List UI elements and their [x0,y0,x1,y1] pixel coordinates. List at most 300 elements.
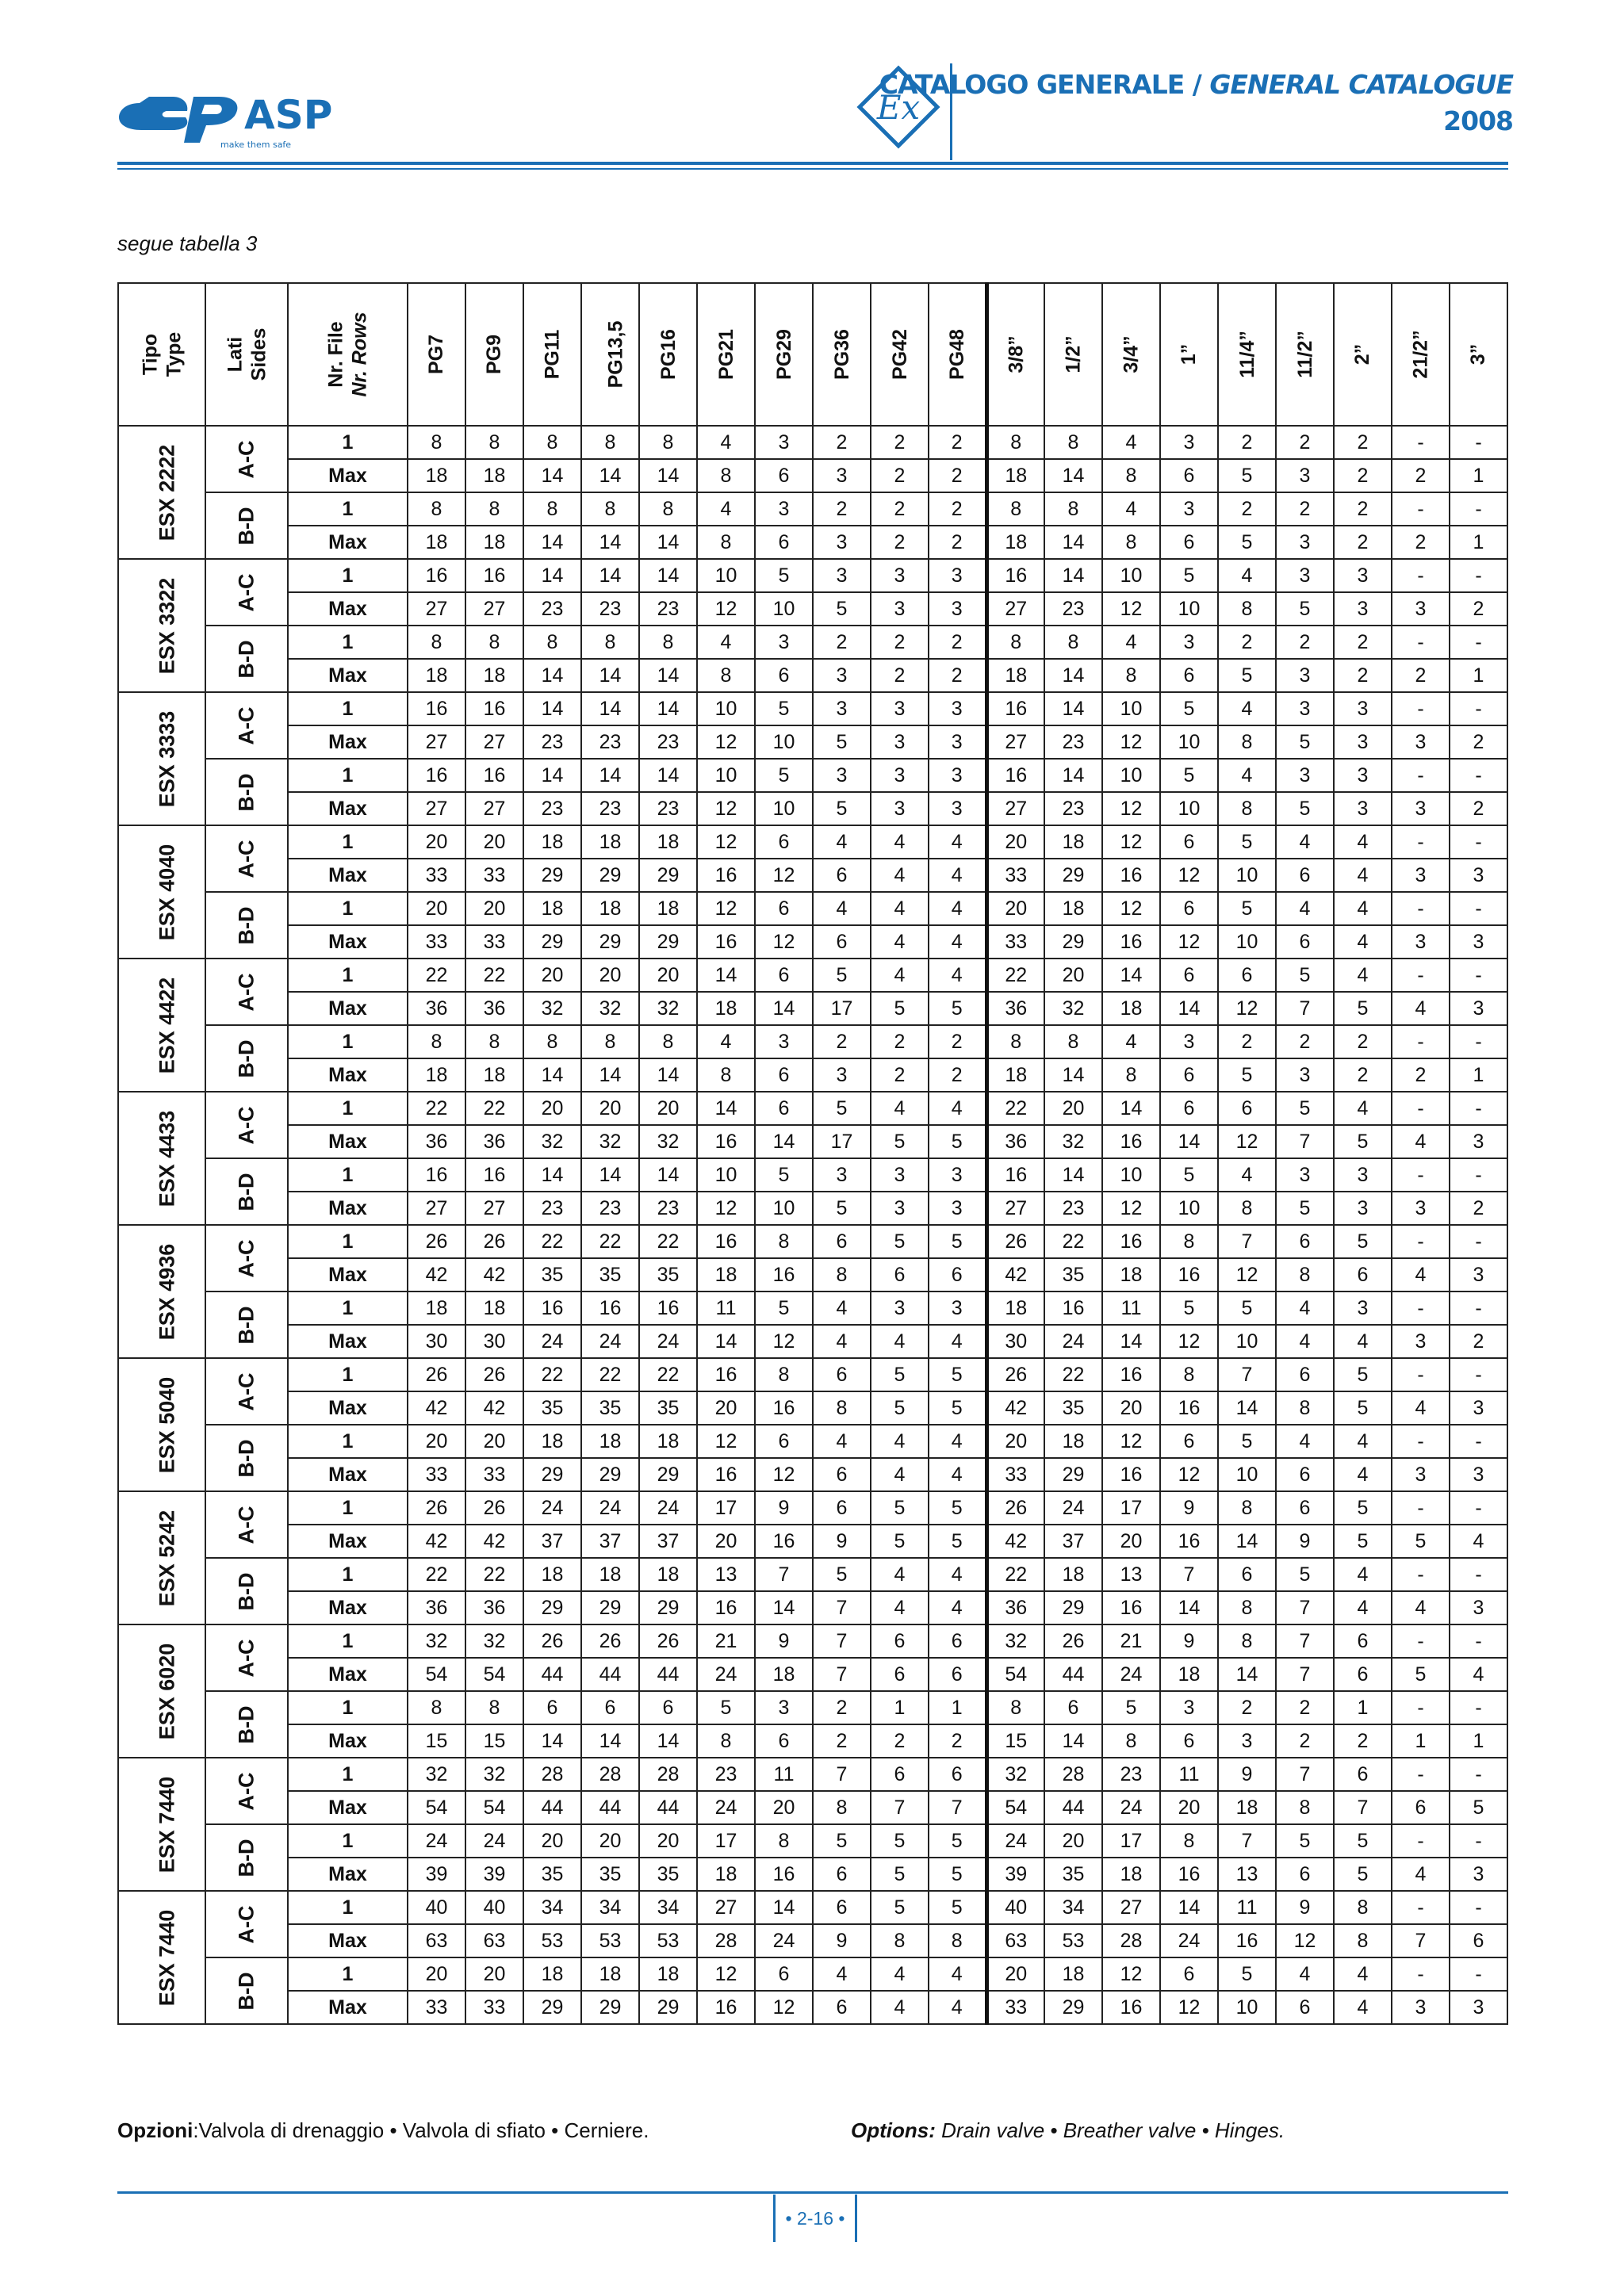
value-cell: 9 [1276,1891,1334,1924]
table-row [118,1624,1507,1658]
value-cell: 3 [1334,1158,1392,1192]
value-cell: 2 [871,1025,929,1058]
value-cell: 2 [929,1724,986,1758]
value-cell: 14 [1218,1525,1276,1558]
value-cell: 8 [929,1924,986,1957]
table-row [118,1458,1507,1491]
value-cell: 6 [1276,859,1334,892]
header-col: 3/4” [1102,283,1160,426]
value-cell: 33 [986,1458,1044,1491]
value-cell: - [1450,759,1507,792]
table-row [118,1591,1507,1624]
value-cell: 3 [1334,592,1392,626]
value-cell: 6 [929,1658,986,1691]
value-cell: 10 [755,592,813,626]
value-cell: 18 [1160,1658,1218,1691]
table-row [118,892,1507,925]
svg-text:Ex: Ex [876,88,921,127]
sides-cell: A-C [205,692,288,759]
value-cell: 27 [465,792,523,825]
value-cell: 5 [929,1391,986,1425]
value-cell: 7 [1334,1791,1392,1824]
value-cell: 18 [697,1858,755,1891]
value-cell: 2 [1276,1724,1334,1758]
value-cell: 2 [871,1058,929,1092]
value-cell: 16 [1102,1225,1160,1258]
value-cell: 44 [639,1658,697,1691]
value-cell: 8 [408,626,465,659]
value-cell: 54 [986,1658,1044,1691]
table-row [118,1025,1507,1058]
value-cell: 6 [1334,1758,1392,1791]
value-cell: 2 [1334,1058,1392,1092]
value-cell: 16 [697,1991,755,2024]
value-cell: 5 [1218,459,1276,492]
value-cell: 35 [581,1391,639,1425]
value-cell: 4 [929,892,986,925]
value-cell: 27 [408,1192,465,1225]
value-cell: 4 [1334,1957,1392,1991]
value-cell: 9 [755,1491,813,1525]
table-row [118,692,1507,725]
value-cell: - [1392,1425,1450,1458]
value-cell: 20 [408,1957,465,1991]
value-cell: 23 [1044,725,1102,759]
rows-cell: Max [288,725,408,759]
value-cell: 8 [986,1025,1044,1058]
value-cell: 44 [639,1791,697,1824]
value-cell: 18 [697,1258,755,1292]
value-cell: 30 [408,1325,465,1358]
value-cell: 5 [755,1158,813,1192]
value-cell: 6 [523,1691,581,1724]
value-cell: 6 [639,1691,697,1724]
value-cell: 34 [1044,1891,1102,1924]
value-cell: 22 [986,959,1044,992]
value-cell: 5 [813,959,871,992]
value-cell: - [1450,559,1507,592]
value-cell: 20 [465,825,523,859]
value-cell: 7 [1218,1358,1276,1391]
value-cell: 5 [871,1824,929,1858]
value-cell: 26 [465,1225,523,1258]
value-cell: 33 [408,1458,465,1491]
value-cell: 16 [697,1458,755,1491]
value-cell: 5 [755,692,813,725]
value-cell: 29 [639,925,697,959]
value-cell: 24 [697,1658,755,1691]
value-cell: 2 [1276,626,1334,659]
value-cell: 5 [813,1558,871,1591]
value-cell: 44 [581,1658,639,1691]
value-cell: 24 [465,1824,523,1858]
value-cell: 23 [1102,1758,1160,1791]
value-cell: 2 [1218,626,1276,659]
rows-cell: 1 [288,1491,408,1525]
value-cell: 11 [697,1292,755,1325]
value-cell: 18 [639,1957,697,1991]
value-cell: - [1392,692,1450,725]
value-cell: 8 [813,1791,871,1824]
value-cell: 2 [929,426,986,459]
value-cell: 5 [1276,725,1334,759]
value-cell: 30 [986,1325,1044,1358]
value-cell: 4 [929,1558,986,1591]
value-cell: 4 [929,1591,986,1624]
value-cell: 2 [813,492,871,526]
value-cell: 3 [1276,659,1334,692]
rows-cell: 1 [288,1758,408,1791]
value-cell: - [1450,692,1507,725]
value-cell: 18 [581,1957,639,1991]
value-cell: 29 [581,925,639,959]
rows-cell: Max [288,1658,408,1691]
value-cell: 3 [871,1192,929,1225]
value-cell: 39 [986,1858,1044,1891]
value-cell: 20 [639,1092,697,1125]
value-cell: 26 [523,1624,581,1658]
value-cell: 2 [1334,492,1392,526]
header-col: 2” [1334,283,1392,426]
value-cell: 2 [871,426,929,459]
value-cell: 63 [408,1924,465,1957]
value-cell: 3 [1160,626,1218,659]
value-cell: 14 [581,559,639,592]
value-cell: 32 [639,992,697,1025]
value-cell: 3 [1450,859,1507,892]
value-cell: 4 [1218,559,1276,592]
value-cell: 5 [813,1192,871,1225]
value-cell: - [1392,1824,1450,1858]
value-cell: 10 [1160,792,1218,825]
value-cell: 6 [755,1957,813,1991]
value-cell: 16 [697,1358,755,1391]
value-cell: 4 [871,892,929,925]
value-cell: 14 [639,759,697,792]
sides-cell: B-D [205,1824,288,1891]
value-cell: 10 [755,1192,813,1225]
value-cell: 23 [523,592,581,626]
value-cell: 3 [1392,592,1450,626]
model-cell: ESX 3333 [118,692,205,825]
value-cell: 14 [581,526,639,559]
value-cell: 20 [523,1824,581,1858]
rows-cell: Max [288,1791,408,1824]
rows-cell: 1 [288,1957,408,1991]
value-cell: 14 [523,526,581,559]
value-cell: 6 [755,1425,813,1458]
value-cell: 24 [1160,1924,1218,1957]
value-cell: 39 [408,1858,465,1891]
value-cell: 3 [813,659,871,692]
value-cell: 6 [755,1058,813,1092]
sides-cell: B-D [205,492,288,559]
value-cell: 14 [1044,1724,1102,1758]
value-cell: 9 [813,1924,871,1957]
value-cell: 24 [408,1824,465,1858]
value-cell: 35 [523,1258,581,1292]
value-cell: 6 [813,1991,871,2024]
value-cell: 6 [1276,1358,1334,1391]
value-cell: 2 [813,426,871,459]
value-cell: 7 [813,1624,871,1658]
value-cell: 5 [813,592,871,626]
value-cell: 42 [408,1391,465,1425]
table-row [118,1058,1507,1092]
table-row [118,825,1507,859]
value-cell: 14 [755,992,813,1025]
value-cell: 24 [639,1325,697,1358]
value-cell: 6 [813,1358,871,1391]
value-cell: 3 [1392,1192,1450,1225]
value-cell: 8 [465,1025,523,1058]
value-cell: 36 [408,1125,465,1158]
header-col: 11/2” [1276,283,1334,426]
table-row [118,1092,1507,1125]
value-cell: 14 [1102,1325,1160,1358]
value-cell: 3 [1450,1591,1507,1624]
value-cell: 14 [523,1058,581,1092]
value-cell: 22 [465,1558,523,1591]
value-cell: 4 [1102,1025,1160,1058]
value-cell: 35 [523,1858,581,1891]
value-cell: 18 [408,459,465,492]
value-cell: 6 [1334,1658,1392,1691]
header-col: 21/2” [1392,283,1450,426]
header-rule [117,162,1508,165]
value-cell: 14 [639,1724,697,1758]
value-cell: 18 [1218,1791,1276,1824]
cable-entry-table [117,282,1508,2025]
rows-cell: 1 [288,426,408,459]
value-cell: 44 [523,1658,581,1691]
table-row [118,1491,1507,1525]
value-cell: 24 [639,1491,697,1525]
rows-cell: Max [288,925,408,959]
value-cell: 8 [1102,459,1160,492]
value-cell: 20 [581,959,639,992]
value-cell: 18 [408,526,465,559]
value-cell: 23 [581,725,639,759]
value-cell: 12 [697,1957,755,1991]
value-cell: 8 [755,1225,813,1258]
value-cell: 4 [871,1591,929,1624]
value-cell: 16 [697,1225,755,1258]
table-row [118,1325,1507,1358]
value-cell: 2 [1450,725,1507,759]
value-cell: 14 [755,1591,813,1624]
value-cell: - [1450,1957,1507,1991]
value-cell: 2 [1218,1691,1276,1724]
value-cell: 35 [639,1391,697,1425]
value-cell: 16 [523,1292,581,1325]
value-cell: 12 [755,925,813,959]
value-cell: 2 [929,1058,986,1092]
value-cell: 16 [408,759,465,792]
value-cell: 16 [1160,1858,1218,1891]
value-cell: 18 [1044,1425,1102,1458]
value-cell: 16 [697,859,755,892]
value-cell: 8 [1218,1491,1276,1525]
value-cell: 12 [1102,1425,1160,1458]
value-cell: 20 [465,1425,523,1458]
value-cell: 14 [1044,759,1102,792]
model-cell: ESX 7440 [118,1758,205,1891]
value-cell: 37 [523,1525,581,1558]
value-cell: 18 [697,992,755,1025]
value-cell: 4 [1276,892,1334,925]
value-cell: 63 [986,1924,1044,1957]
value-cell: 33 [465,925,523,959]
value-cell: 36 [465,1591,523,1624]
model-cell: ESX 4422 [118,959,205,1092]
value-cell: 18 [1044,892,1102,925]
table-row [118,1558,1507,1591]
value-cell: 16 [1102,1125,1160,1158]
value-cell: - [1450,1158,1507,1192]
header-rows: Nr. File Nr. Rows [288,283,408,426]
value-cell: 5 [1334,1358,1392,1391]
value-cell: 3 [1160,1691,1218,1724]
table-row [118,459,1507,492]
value-cell: 40 [408,1891,465,1924]
sides-cell: A-C [205,1491,288,1558]
value-cell: 7 [1160,1558,1218,1591]
value-cell: 24 [1044,1491,1102,1525]
header-sides: Lati Sides [205,283,288,426]
value-cell: 2 [929,492,986,526]
value-cell: 2 [1334,426,1392,459]
value-cell: 22 [581,1225,639,1258]
value-cell: 14 [639,659,697,692]
value-cell: 5 [1218,1292,1276,1325]
value-cell: 53 [523,1924,581,1957]
value-cell: 16 [1160,1391,1218,1425]
value-cell: 4 [1450,1658,1507,1691]
value-cell: 8 [465,426,523,459]
value-cell: 14 [581,692,639,725]
value-cell: 6 [755,659,813,692]
rows-cell: 1 [288,1425,408,1458]
value-cell: 6 [813,1891,871,1924]
value-cell: 23 [639,1192,697,1225]
value-cell: 8 [813,1391,871,1425]
rows-cell: 1 [288,1292,408,1325]
value-cell: 3 [755,1025,813,1058]
value-cell: 6 [1160,959,1218,992]
rows-cell: Max [288,1125,408,1158]
rows-cell: 1 [288,1824,408,1858]
value-cell: 35 [1044,1258,1102,1292]
value-cell: 2 [929,1025,986,1058]
value-cell: 6 [871,1258,929,1292]
value-cell: - [1392,1358,1450,1391]
value-cell: 6 [1160,526,1218,559]
value-cell: 20 [986,1425,1044,1458]
value-cell: 29 [639,1991,697,2024]
value-cell: 10 [1218,859,1276,892]
value-cell: 6 [1276,1491,1334,1525]
value-cell: 8 [1102,526,1160,559]
value-cell: 6 [813,1225,871,1258]
value-cell: 29 [1044,1991,1102,2024]
value-cell: - [1450,1491,1507,1525]
value-cell: 6 [1160,1425,1218,1458]
value-cell: 11 [1160,1758,1218,1791]
value-cell: 5 [813,1824,871,1858]
value-cell: 35 [581,1858,639,1891]
table-row [118,526,1507,559]
rows-cell: Max [288,1525,408,1558]
value-cell: 16 [408,1158,465,1192]
value-cell: 42 [465,1525,523,1558]
value-cell: 4 [871,1325,929,1358]
value-cell: 2 [1392,459,1450,492]
table-header-row [118,283,1507,426]
value-cell: 1 [1392,1724,1450,1758]
table-row [118,759,1507,792]
value-cell: 14 [1102,1092,1160,1125]
value-cell: 26 [408,1225,465,1258]
value-cell: 18 [986,1292,1044,1325]
value-cell: 10 [755,725,813,759]
value-cell: 4 [1392,992,1450,1025]
value-cell: 14 [523,559,581,592]
value-cell: 14 [755,1891,813,1924]
value-cell: 3 [929,1292,986,1325]
value-cell: 7 [1276,992,1334,1025]
value-cell: 20 [523,959,581,992]
value-cell: 12 [1102,1957,1160,1991]
value-cell: 33 [408,1991,465,2024]
value-cell: 3 [813,459,871,492]
value-cell: 22 [639,1225,697,1258]
table-row [118,1658,1507,1691]
value-cell: 20 [1160,1791,1218,1824]
value-cell: 5 [1334,1125,1392,1158]
value-cell: 4 [929,859,986,892]
value-cell: 17 [1102,1491,1160,1525]
value-cell: 3 [1392,1991,1450,2024]
value-cell: 4 [1392,1391,1450,1425]
value-cell: 5 [1334,1491,1392,1525]
value-cell: 16 [465,759,523,792]
value-cell: 3 [1160,1025,1218,1058]
rows-cell: Max [288,1058,408,1092]
value-cell: 5 [1218,1425,1276,1458]
value-cell: 29 [639,1591,697,1624]
model-cell: ESX 2222 [118,426,205,559]
value-cell: 14 [523,459,581,492]
value-cell: 4 [871,925,929,959]
value-cell: 10 [1102,692,1160,725]
rows-cell: Max [288,526,408,559]
header-col: PG48 [929,283,986,426]
value-cell: 16 [1218,1924,1276,1957]
value-cell: 23 [581,792,639,825]
value-cell: 44 [1044,1658,1102,1691]
value-cell: 7 [871,1791,929,1824]
value-cell: 10 [1218,925,1276,959]
value-cell: 14 [639,526,697,559]
value-cell: 17 [697,1491,755,1525]
value-cell: 18 [986,659,1044,692]
value-cell: 4 [871,959,929,992]
value-cell: 35 [581,1258,639,1292]
rows-cell: Max [288,459,408,492]
value-cell: 6 [1276,1458,1334,1491]
model-cell: ESX 5242 [118,1491,205,1624]
